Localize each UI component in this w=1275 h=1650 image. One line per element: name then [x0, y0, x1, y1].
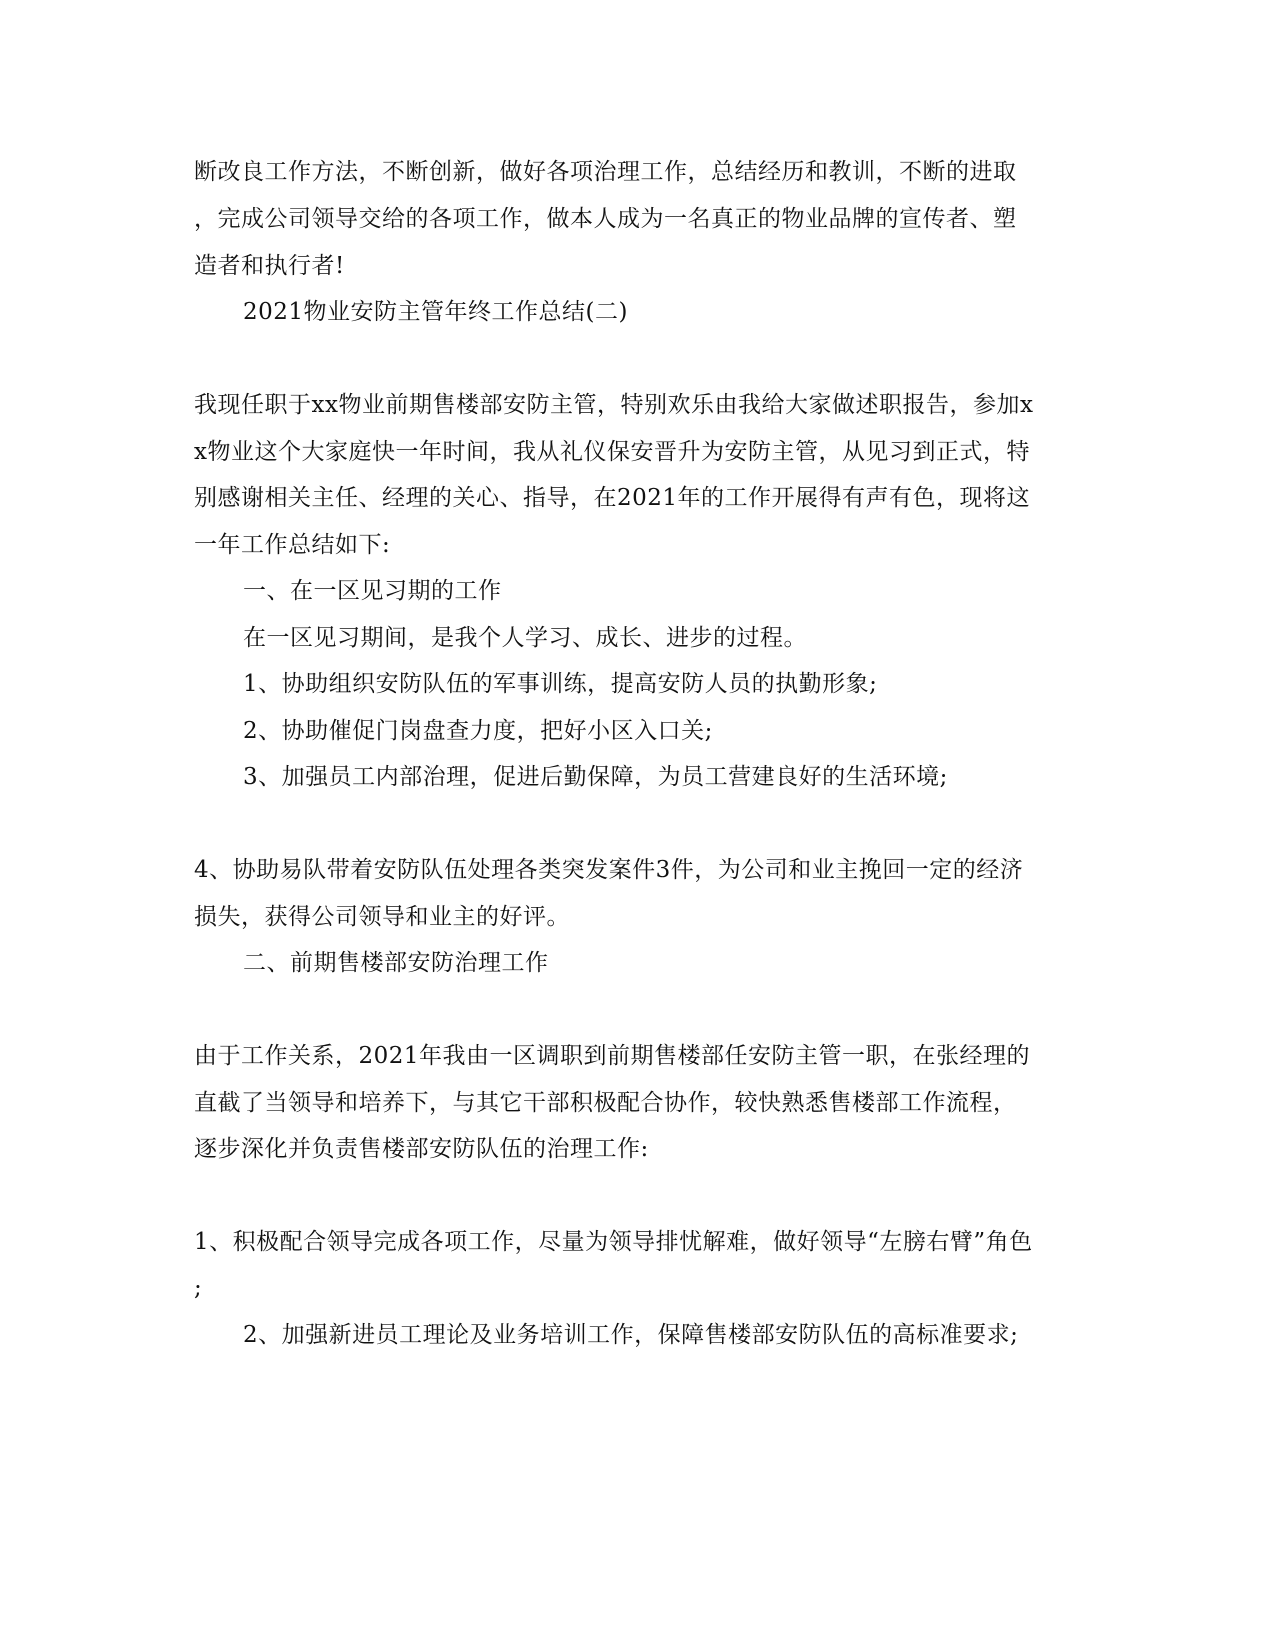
text-line: 别感谢相关主任、经理的关心、指导，在2021年的工作开展得有声有色，现将这	[194, 485, 1031, 511]
text-line: 由于工作关系，2021年我由一区调职到前期售楼部任安防主管一职，在张经理的	[194, 1043, 1031, 1069]
list-item: 4、协助易队带着安防队伍处理各类突发案件3件，为公司和业主挽回一定的经济	[194, 857, 1024, 883]
section-title: 2021物业安防主管年终工作总结(二)	[243, 299, 628, 325]
text-line: 在一区见习期间，是我个人学习、成长、进步的过程。	[243, 625, 807, 651]
text-line: 逐步深化并负责售楼部安防队伍的治理工作:	[194, 1136, 649, 1162]
text-line: ;	[194, 1275, 203, 1301]
text-line: 一年工作总结如下:	[194, 532, 391, 558]
text-line: 造者和执行者!	[194, 253, 345, 279]
subheading: 二、前期售楼部安防治理工作	[243, 950, 549, 976]
list-item: 2、协助催促门岗盘查力度，把好小区入口关;	[243, 718, 713, 744]
text-line: x物业这个大家庭快一年时间，我从礼仪保安晋升为安防主管，从见习到正式，特	[194, 439, 1030, 465]
text-line: 损失，获得公司领导和业主的好评。	[194, 904, 570, 930]
list-item: 1、协助组织安防队伍的军事训练，提高安防人员的执勤形象;	[243, 671, 878, 697]
subheading: 一、在一区见习期的工作	[243, 578, 502, 604]
text-line: 断改良工作方法，不断创新，做好各项治理工作，总结经历和教训，不断的进取	[194, 159, 1017, 185]
text-line: 直截了当领导和培养下，与其它干部积极配合协作，较快熟悉售楼部工作流程，	[194, 1090, 1017, 1116]
text-line: 我现任职于xx物业前期售楼部安防主管，特别欢乐由我给大家做述职报告，参加x	[194, 392, 1034, 418]
list-item: 1、积极配合领导完成各项工作，尽量为领导排忧解难，做好领导“左膀右臂”角色	[194, 1229, 1033, 1255]
list-item: 3、加强员工内部治理，促进后勤保障，为员工营建良好的生活环境;	[243, 764, 948, 790]
list-item: 2、加强新进员工理论及业务培训工作，保障售楼部安防队伍的高标准要求;	[243, 1322, 1019, 1348]
text-line: ，完成公司领导交给的各项工作，做本人成为一名真正的物业品牌的宣传者、塑	[194, 206, 1017, 232]
